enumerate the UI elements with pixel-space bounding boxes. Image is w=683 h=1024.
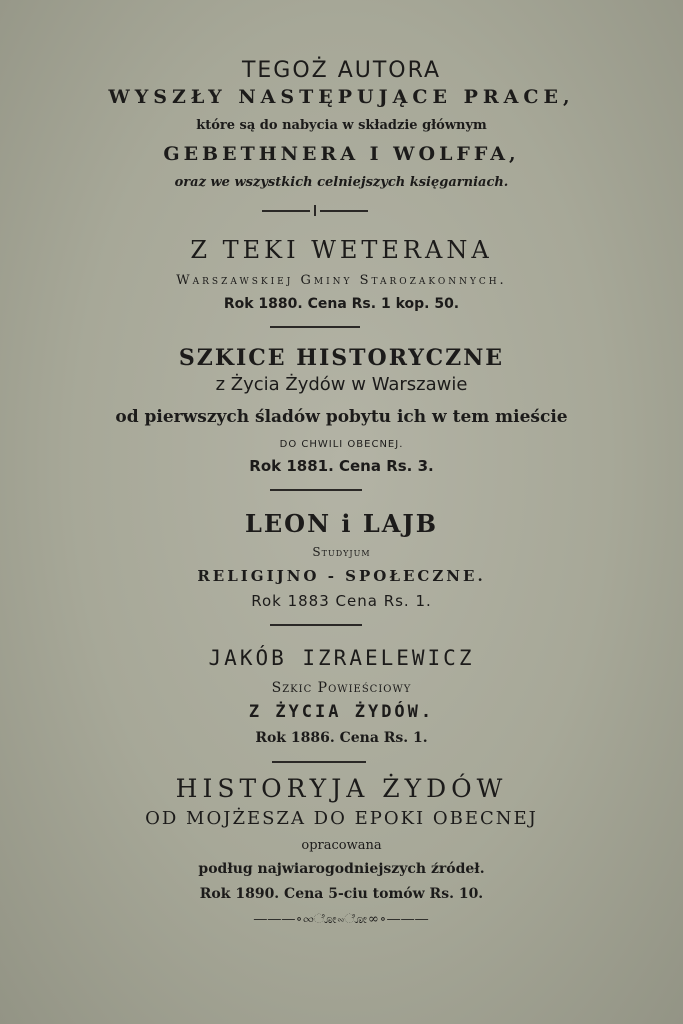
divider-right (320, 210, 368, 212)
publisher-name: GEBETHNERA I WOLFFA, (163, 143, 520, 165)
bookstores-note: oraz we wszystkich celniejszych księgarniach. (174, 175, 509, 190)
work-4-line: Z ŻYCIA ŻYDÓW. (248, 702, 435, 722)
work-5-info: Rok 1890. Cena 5-ciu tomów Rs. 10. (199, 886, 484, 902)
work-1-rule (270, 326, 360, 328)
work-2-title: SZKICE HISTORYCZNE (178, 345, 505, 371)
divider-center (314, 205, 316, 216)
work-5-title: HISTORYJA ŻYDÓW (175, 774, 508, 803)
work-2-subtitle: z Życia Żydów w Warszawie (215, 374, 468, 395)
work-2-rule (270, 489, 362, 491)
work-4-info: Rok 1886. Cena Rs. 1. (255, 730, 428, 746)
work-5-line-2: podług najwiarogodniejszych źródeł. (198, 861, 485, 877)
work-5-subtitle: OD MOJŻESZA DO EPOKI OBECNEJ (145, 808, 538, 829)
work-2-info: Rok 1881. Cena Rs. 3. (249, 457, 434, 475)
page-title: TEGOŻ AUTORA (241, 58, 442, 83)
work-3-rule (270, 624, 362, 626)
availability-note: które są do nabycia w składzie głównym (196, 118, 487, 133)
page-subtitle: WYSZŁY NASTĘPUJĄCE PRACE, (108, 86, 575, 108)
work-1-title: Z TEKI WETERANA (190, 236, 493, 264)
work-3-subtitle: Studyjum (312, 545, 371, 559)
work-1-subtitle: Warszawskiej Gminy Starozakonnych. (176, 273, 507, 288)
work-2-line-2: DO CHWILI OBECNEJ. (279, 439, 404, 450)
work-2-line: od pierwszych śladów pobytu ich w tem mieście (115, 407, 568, 427)
work-3-info: Rok 1883 Cena Rs. 1. (251, 592, 432, 610)
work-4-title: JAKÓB IZRAELEWICZ (208, 646, 475, 670)
work-4-rule (272, 761, 366, 763)
work-1-info: Rok 1880. Cena Rs. 1 kop. 50. (223, 296, 460, 312)
work-3-title: LEON i LAJB (245, 509, 438, 538)
closing-ornament: ―――∘∞ೋ∾ೋ∞∘――― (253, 912, 430, 927)
work-3-line: RELIGIJNO - SPOŁECZNE. (197, 567, 486, 585)
work-4-subtitle: Szkic Powieściowy (271, 680, 412, 696)
divider-left (262, 210, 310, 212)
work-5-line: opracowana (301, 838, 382, 853)
